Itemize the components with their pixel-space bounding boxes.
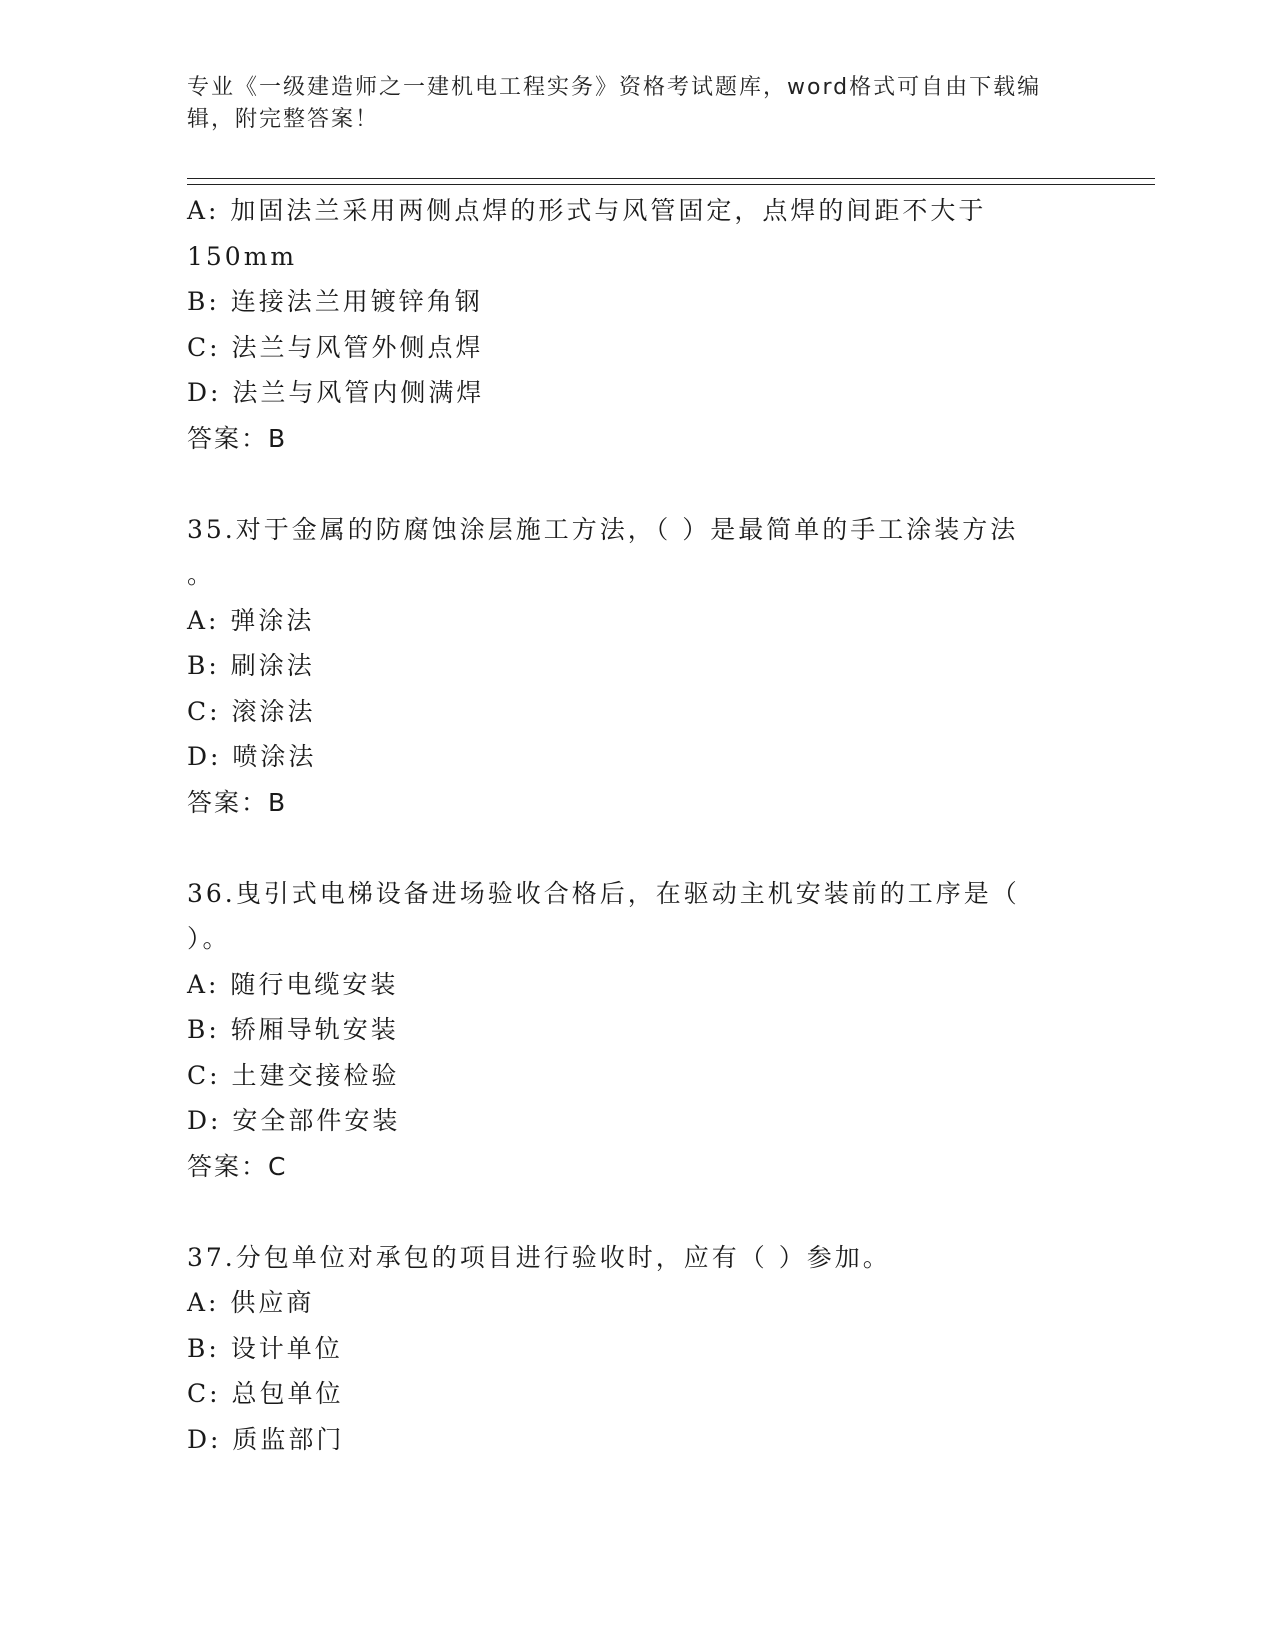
- q35-option-b: B: 刷涂法: [187, 651, 315, 680]
- q37-option-a: A: 供应商: [187, 1288, 315, 1317]
- q34-answer: 答案：B: [187, 423, 288, 453]
- q36-option-b: B: 轿厢导轨安装: [187, 1015, 399, 1044]
- header-line-1: 专业《一级建造师之一建机电工程实务》资格考试题库，word格式可自由下载编: [187, 75, 1042, 100]
- page-header: [187, 72, 1087, 136]
- question-37-block: [187, 1235, 1087, 1463]
- question-content: [187, 188, 1087, 1462]
- q35-option-d: D: 喷涂法: [187, 742, 317, 771]
- q35-option-a: A: 弹涂法: [187, 605, 315, 635]
- spacer: [187, 825, 1087, 871]
- spacer: [187, 1189, 1087, 1235]
- q37-option-c: C: 总包单位: [187, 1379, 344, 1408]
- q34-option-b: B: 连接法兰用镀锌角钢: [187, 287, 483, 316]
- q37-question-line1: 37.分包单位对承包的项目进行验收时，应有（ ）参加。: [187, 1242, 891, 1272]
- q35-answer: 答案：B: [187, 787, 288, 817]
- q36-question-line1: 36.曳引式电梯设备进场验收合格后，在驱动主机安装前的工序是（: [187, 878, 1020, 908]
- spacer: [187, 461, 1087, 507]
- q34-option-a-line1: A: 加固法兰采用两侧点焊的形式与风管固定，点焊的间距不大于: [187, 196, 987, 225]
- q36-question-line2: ）。: [187, 924, 231, 953]
- header-divider: [187, 178, 1155, 185]
- q35-question-line2: 。: [187, 560, 216, 589]
- q37-option-d: D: 质监部门: [187, 1424, 345, 1454]
- q34-option-d: D: 法兰与风管内侧满焊: [187, 378, 485, 407]
- q35-question-line1: 35.对于金属的防腐蚀涂层施工方法，（ ）是最简单的手工涂装方法: [187, 514, 1019, 544]
- question-34-block: [187, 188, 1087, 461]
- q36-option-c: C: 土建交接检验: [187, 1060, 400, 1090]
- q37-option-b: B: 设计单位: [187, 1333, 343, 1363]
- q34-option-a-line2: 150mm: [187, 241, 298, 271]
- q36-option-d: D: 安全部件安装: [187, 1106, 401, 1135]
- q36-option-a: A: 随行电缆安装: [187, 969, 399, 999]
- header-line-2: 辑，附完整答案！: [187, 107, 380, 132]
- question-36-block: [187, 871, 1087, 1190]
- q36-answer: 答案：C: [187, 1151, 288, 1181]
- q34-option-c: C: 法兰与风管外侧点焊: [187, 332, 484, 362]
- question-35-block: [187, 507, 1087, 826]
- q35-option-c: C: 滚涂法: [187, 696, 316, 726]
